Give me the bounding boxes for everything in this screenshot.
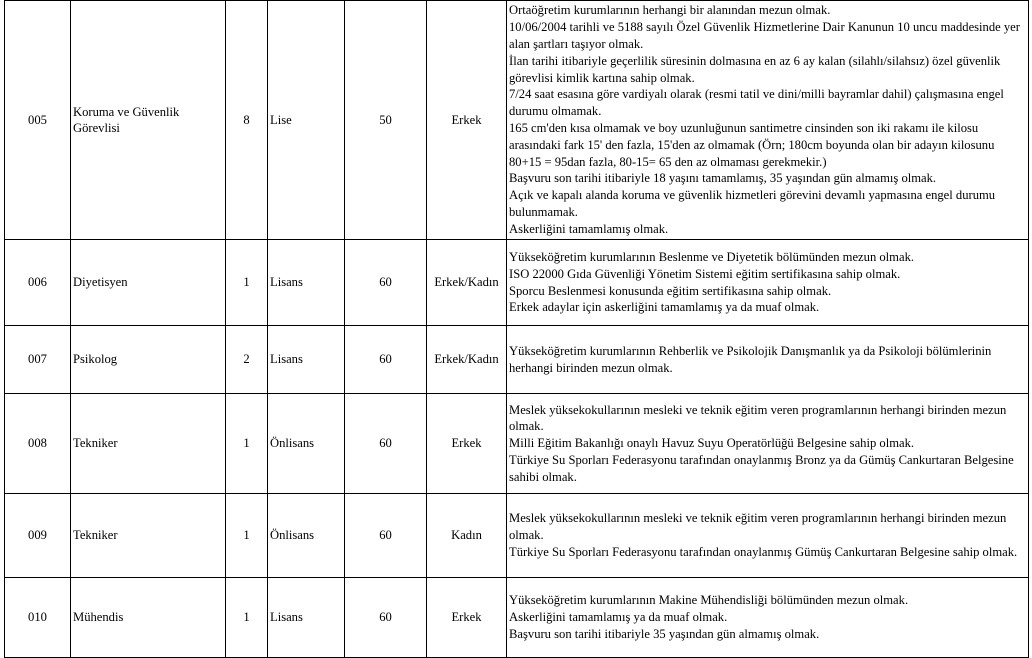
requirement-line: 7/24 saat esasına göre vardiyalı olarak (resmi tatil ve dini/milli bayramlar dahil) çalışmasına engel durumu olmamak.: [509, 87, 1004, 119]
requirement-line: Açık ve kapalı alanda koruma ve güvenlik hizmetleri görevini devamlı yapmasına engel durumu bulunmamak.: [509, 188, 996, 219]
requirement-line: Yükseköğretim kurumlarının Makine Mühendisliği bölümünden mezun olmak.: [509, 593, 909, 608]
requirements-cell: [507, 1, 1029, 240]
requirement-line: İlan tarihi itibariyle geçerlilik süresinin dolmasına en az 6 ay kalan (silahlı/silahsız) özel güvenlik görevlisi kimlik kartına sahip olmak.: [509, 53, 1001, 85]
requirement-line: Erkek adaylar için askerliğini tamamlamış ya da muaf olmak.: [509, 300, 820, 315]
requirement-line: Başvuru son tarihi itibariyle 35 yaşından gün almamış olmak.: [509, 626, 820, 641]
requirements-cell: [507, 326, 1029, 394]
position-title: Tekniker: [73, 436, 118, 451]
position-code-cell: 009: [5, 494, 71, 578]
table-row: [5, 326, 1029, 394]
education-level-cell: Önlisans: [268, 394, 345, 494]
requirement-line: Türkiye Su Sporları Federasyonu tarafından onaylanmış Bronz ya da Gümüş Cankurtaran Belgesine sahibi olmak.: [509, 452, 1014, 484]
position-title: Diyetisyen: [73, 275, 128, 290]
position-code-cell: 005: [5, 1, 71, 240]
requirement-line: Askerliğini tamamlamış ya da muaf olmak.: [509, 610, 728, 625]
position-code-cell: 006: [5, 240, 71, 326]
position-title-cell: [71, 578, 226, 658]
requirement-line: 10/06/2004 tarihli ve 5188 sayılı Özel Güvenlik Hizmetlerine Dair Kanunun 10 uncu maddesinde yer alan şartları taşıyor olmak.: [509, 20, 1020, 52]
position-title: Mühendis: [73, 610, 124, 625]
requirement-line: Ortaöğretim kurumlarının herhangi bir alanından mezun olmak.: [509, 3, 831, 18]
job-requirements-table: [4, 0, 1029, 658]
requirement-line: Yükseköğretim kurumlarının Beslenme ve Diyetetik bölümünden mezun olmak.: [509, 249, 915, 264]
gender-cell: Erkek/Kadın: [427, 326, 507, 394]
table-row: [5, 394, 1029, 494]
position-title-cell: [71, 240, 226, 326]
education-level-cell: Lisans: [268, 240, 345, 326]
position-title: Koruma ve Güvenlik Görevlisi: [73, 104, 180, 135]
education-level-cell: Lisans: [268, 578, 345, 658]
requirements-cell: [507, 394, 1029, 494]
position-count-cell: 1: [226, 578, 268, 658]
requirement-line: ISO 22000 Gıda Güvenliği Yönetim Sistemi eğitim sertifikasına sahip olmak.: [509, 266, 901, 281]
requirement-line: 165 cm'den kısa olmamak ve boy uzunluğunun santimetre cinsinden son iki rakamı ile kilosu arasındaki fark 15' den fazla, 15'den az olmamak (Örn; 180cm boyunda olan bir adayın kilosunu 80+15 = 95dan fazla, 80-15= 65 den az olmaması gerekmekir.): [509, 121, 995, 169]
table-row: [5, 494, 1029, 578]
education-level-cell: Lisans: [268, 326, 345, 394]
gender-cell: Kadın: [427, 494, 507, 578]
position-title: Psikolog: [73, 352, 118, 367]
gender-cell: Erkek: [427, 1, 507, 240]
requirements-cell: [507, 240, 1029, 326]
requirements-cell: [507, 578, 1029, 658]
requirement-line: Türkiye Su Sporları Federasyonu tarafından onaylanmış Gümüş Cankurtaran Belgesine sahip olmak.: [509, 544, 1018, 559]
position-code-cell: 008: [5, 394, 71, 494]
table-row: [5, 240, 1029, 326]
requirement-line: Askerliğini tamamlamış olmak.: [509, 221, 669, 236]
position-count-cell: 8: [226, 1, 268, 240]
requirement-line: Başvuru son tarihi itibariyle 18 yaşını tamamlamış, 35 yaşından gün almamış olmak.: [509, 171, 937, 186]
requirement-line: Yükseköğretim kurumlarının Rehberlik ve Psikolojik Danışmanlık ya da Psikoloji bölümlerinin herhangi birinden mezun olmak.: [509, 343, 992, 375]
position-title-cell: [71, 1, 226, 240]
requirement-line: Meslek yüksekokullarının mesleki ve teknik eğitim veren programlarının herhangi birinden mezun olmak.: [509, 402, 1007, 434]
position-count-cell: 1: [226, 394, 268, 494]
score-cell: 60: [345, 240, 427, 326]
score-cell: 60: [345, 578, 427, 658]
table-row: [5, 1, 1029, 240]
education-level-cell: Lise: [268, 1, 345, 240]
position-title-cell: [71, 326, 226, 394]
requirement-line: Milli Eğitim Bakanlığı onaylı Havuz Suyu Operatörlüğü Belgesine sahip olmak.: [509, 436, 915, 451]
gender-cell: Erkek: [427, 394, 507, 494]
score-cell: 60: [345, 326, 427, 394]
position-title-cell: [71, 394, 226, 494]
requirement-line: Sporcu Beslenmesi konusunda eğitim sertifikasına sahip olmak.: [509, 283, 832, 298]
position-code-cell: 007: [5, 326, 71, 394]
gender-cell: Erkek/Kadın: [427, 240, 507, 326]
score-cell: 50: [345, 1, 427, 240]
position-code-cell: 010: [5, 578, 71, 658]
gender-cell: Erkek: [427, 578, 507, 658]
table-body: [5, 1, 1029, 658]
position-count-cell: 1: [226, 240, 268, 326]
requirement-line: Meslek yüksekokullarının mesleki ve teknik eğitim veren programlarının herhangi birinden mezun olmak.: [509, 511, 1007, 543]
requirements-cell: [507, 494, 1029, 578]
score-cell: 60: [345, 394, 427, 494]
table-row: [5, 578, 1029, 658]
position-title: Tekniker: [73, 528, 118, 543]
score-cell: 60: [345, 494, 427, 578]
education-level-cell: Önlisans: [268, 494, 345, 578]
position-count-cell: 2: [226, 326, 268, 394]
position-count-cell: 1: [226, 494, 268, 578]
position-title-cell: [71, 494, 226, 578]
